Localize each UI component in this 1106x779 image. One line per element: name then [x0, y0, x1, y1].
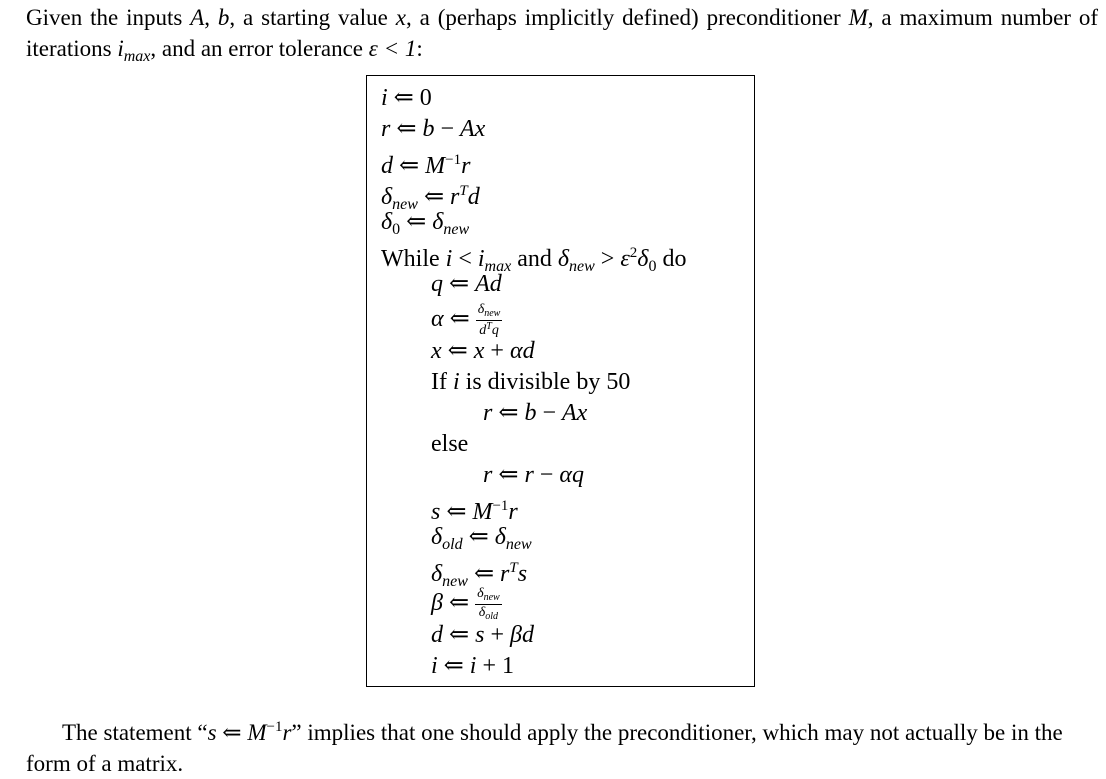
alg-line-8: α ⇐ $\frac{\delta_{new}}{d^Tq}$ [431, 302, 501, 338]
outro-text-1: The statement “ [62, 720, 208, 745]
alg-line-10: If i is divisible by 50 [431, 369, 631, 395]
alg-line-12: else [431, 431, 469, 457]
intro-text-2: , a starting value [229, 5, 396, 30]
alg-line-5: $\delta_0$ ⇐ $\delta_{new}$ [381, 209, 470, 238]
intro-colon: : [416, 36, 423, 61]
alg-line-9: x ⇐ x + αd [431, 338, 535, 364]
beta-fraction: $\frac{\delta_{new}}{\delta_{old}}$ [477, 586, 500, 622]
alg-line-13: r ⇐ r − αq [483, 462, 584, 488]
alpha-fraction: $\frac{\delta_{new}}{d^Tq}$ [477, 302, 501, 338]
outro-text-2: ” implies that one should apply the preconditioner, which may not actually be in the form of a matrix. [26, 720, 1063, 776]
outro-statement-sup: −1 [266, 719, 283, 735]
intro-text-1: Given the inputs [26, 5, 191, 30]
intro-comma: , [204, 5, 218, 30]
outro-paragraph [26, 712, 1098, 779]
alg-line-1: i ⇐ 0 [381, 85, 432, 111]
error-tolerance: ε < 1 [368, 36, 417, 61]
alg-line-15: $\delta_{old}$ ⇐ $\delta_{new}$ [431, 524, 532, 553]
var-i: i [117, 36, 124, 61]
intro-text-4: , a maximum number of iterations [26, 5, 1098, 61]
var-b: b [217, 5, 230, 30]
alg-line-17: β ⇐ $\frac{\delta_{new}}{\delta_{old}}$ [431, 586, 500, 622]
alg-line-2: r ⇐ b − Ax [381, 116, 486, 142]
alg-line-16: $\delta_{new}$ ⇐ $r^Ts$ [431, 560, 528, 590]
alg-line-18: d ⇐ s + βd [431, 622, 534, 648]
alg-line-4: $\delta_{new}$ ⇐ $r^Td$ [381, 183, 480, 213]
alg-line-7: q ⇐ Ad [431, 271, 502, 297]
outro-statement: s ⇐ M [207, 720, 267, 745]
intro-text-3: , a (perhaps implicitly defined) preconditioner [405, 5, 849, 30]
algorithm-box [366, 75, 755, 687]
var-x: x [395, 5, 406, 30]
alg-line-3: d ⇐ $M^{-1}r$ [381, 152, 471, 179]
outro-statement-r: r [282, 720, 292, 745]
var-i-sub: max [123, 48, 151, 65]
var-M: M [848, 5, 868, 30]
alg-line-11: r ⇐ b − Ax [483, 400, 588, 426]
var-A: A [190, 5, 205, 30]
alg-line-6: While $i < i_{max}$ and $\delta_{new} > \varepsilon^2\delta_0$ do [381, 245, 687, 275]
intro-paragraph [26, 2, 1098, 72]
alg-line-19: i ⇐ i + 1 [431, 653, 514, 679]
intro-text-5: , and an error tolerance [150, 36, 369, 61]
alg-line-14: s ⇐ $M^{-1}r$ [431, 498, 518, 525]
